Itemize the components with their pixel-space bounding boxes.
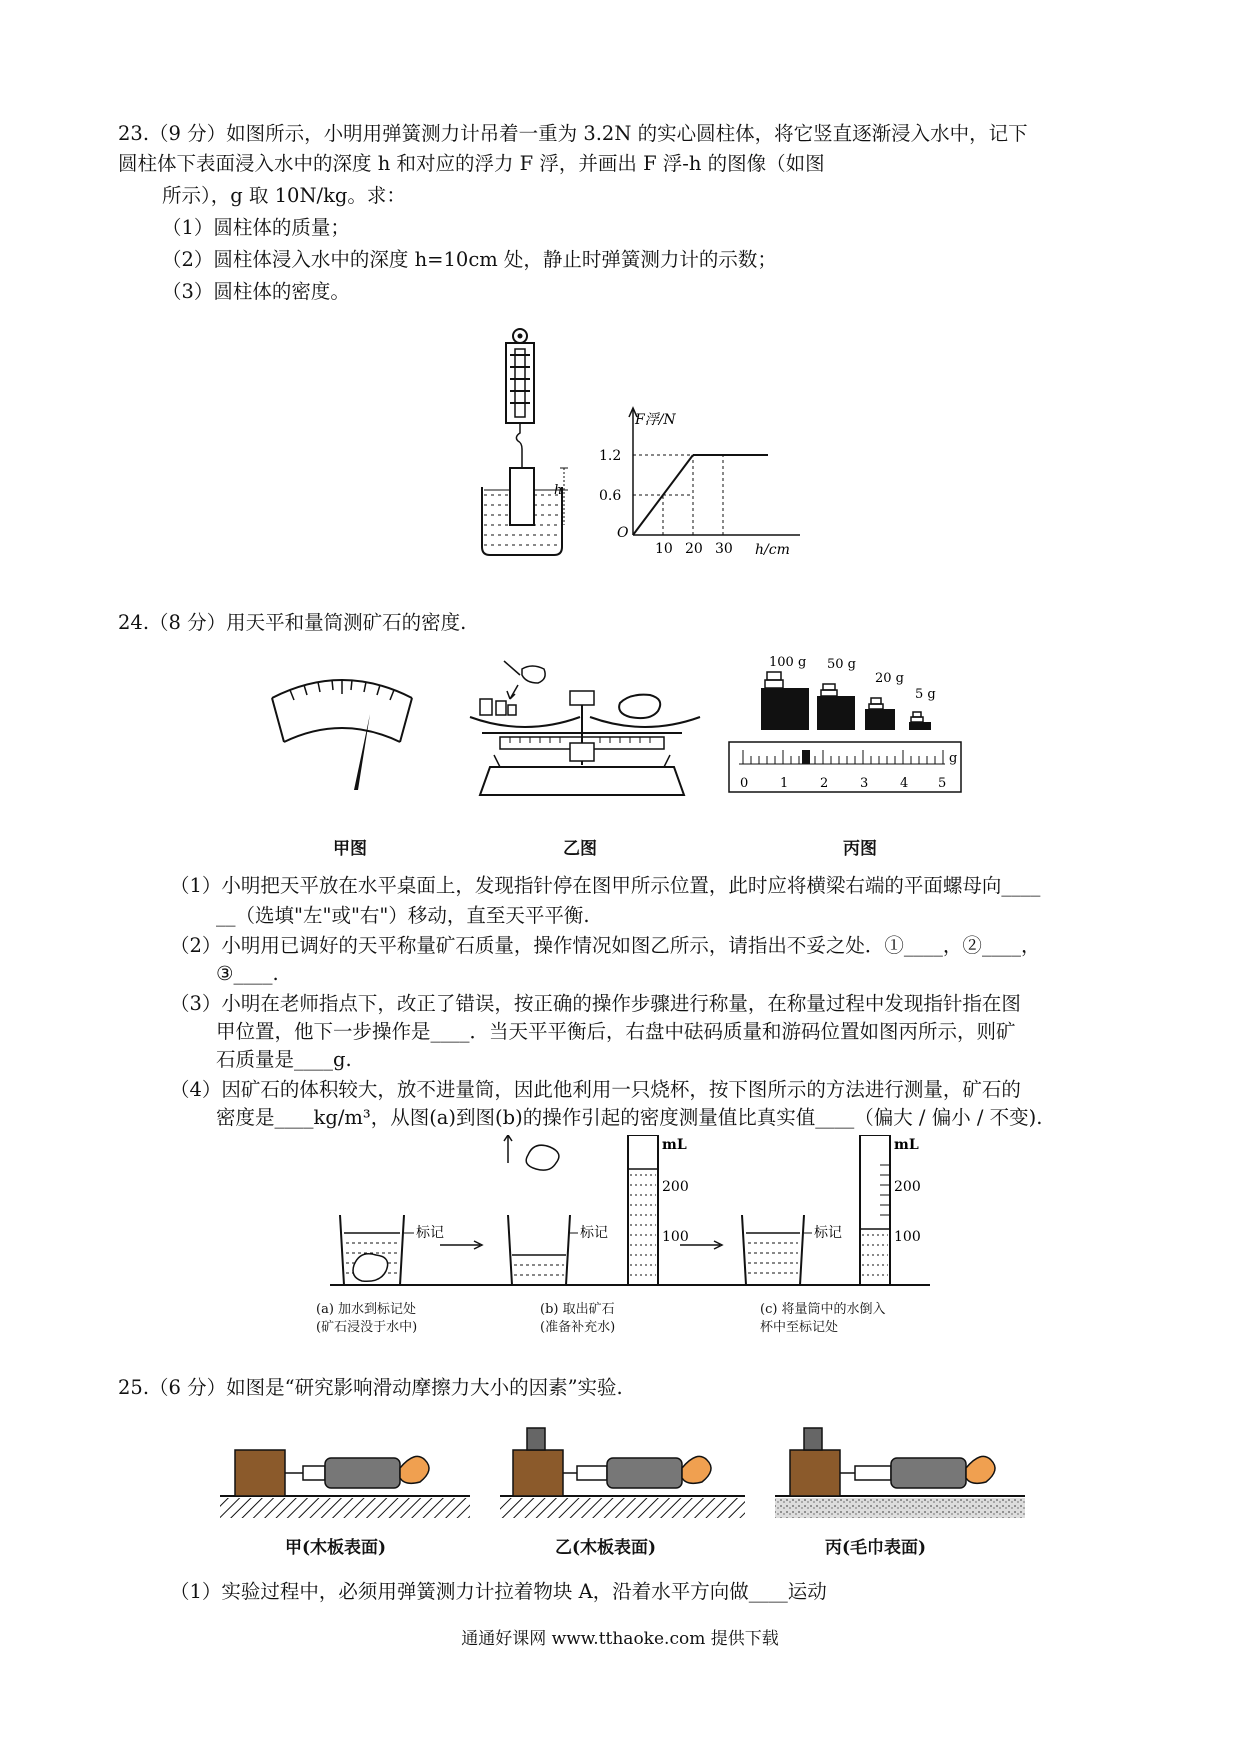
q24-p2e: .: [272, 962, 279, 985]
balance-figure: [460, 655, 705, 805]
fig-caption-yi: 乙图: [563, 839, 597, 859]
q25-p1b: 运动: [787, 1580, 827, 1603]
rider-tick-5: 5: [938, 776, 947, 791]
blank-1: ____: [1001, 874, 1041, 897]
blank-4: ____: [233, 962, 273, 985]
rider-tick-4: 4: [900, 776, 909, 791]
tick-200-c: 200: [894, 1179, 921, 1195]
weight-100g-label: 100 g: [769, 655, 807, 670]
origin-label: O: [617, 525, 629, 541]
graph-ylabel: F浮/N: [635, 412, 676, 428]
mark-label-b: 标记: [580, 1225, 608, 1241]
spring-scale-beaker-figure: [470, 325, 570, 560]
blank-3: ____: [981, 934, 1021, 957]
page-footer: 通通好课网 www.tthaoke.com 提供下载: [461, 1629, 779, 1649]
fig-caption-25-yi: 乙(木板表面): [555, 1538, 657, 1558]
q24-p2d: ③: [216, 962, 234, 985]
weights-figure: [725, 650, 975, 805]
caption-a2: (矿石浸没于水中): [316, 1320, 418, 1335]
q24-p4d: （偏大 / 偏小 / 不变).: [854, 1106, 1043, 1129]
blank-8: ____: [815, 1106, 855, 1129]
q24-p3d: 石质量是: [216, 1048, 295, 1071]
q23-sub2: （2）圆柱体浸入水中的深度 h=10cm 处，静止时弹簧测力计的示数；: [162, 248, 777, 271]
q24-p2b: ，②: [942, 934, 982, 957]
caption-b1: (b) 取出矿石: [540, 1302, 615, 1317]
q25-p1a: （1）实验过程中，必须用弹簧测力计拉着物块 A，沿着水平方向做: [170, 1580, 749, 1603]
q25-title: 25.（6 分）如图是“研究影响滑动摩擦力大小的因素”实验.: [118, 1376, 623, 1399]
q24-p1a: （1）小明把天平放在水平桌面上，发现指针停在图甲所示位置，此时应将横梁右端的平面螺母向: [170, 874, 1002, 897]
fig-caption-25-jia: 甲(木板表面): [285, 1538, 387, 1558]
q23-sub3: （3）圆柱体的密度。: [162, 280, 350, 303]
unit-ml-c: mL: [894, 1137, 919, 1153]
q24-p4b: 密度是: [216, 1106, 275, 1129]
q23-sub1: （1）圆柱体的质量；: [162, 216, 350, 239]
caption-b2: (准备补充水): [540, 1320, 616, 1335]
blank-9: ____: [748, 1580, 788, 1603]
rider-unit: g: [949, 751, 958, 766]
fig-caption-bing: 丙图: [843, 839, 877, 859]
weight-50g-label: 50 g: [827, 657, 856, 672]
blank-2: ____: [903, 934, 943, 957]
tick-100-b: 100: [662, 1229, 689, 1245]
graph-ytick-0: 1.2: [599, 448, 622, 464]
blank-6: ____: [294, 1048, 334, 1071]
caption-c1: (c) 将量筒中的水倒入: [760, 1302, 886, 1317]
q24-p3a: （3）小明在老师指点下，改正了错误，按正确的操作步骤进行称量，在称量过程中发现指针指在图: [170, 992, 1021, 1015]
q24-title: 24.（8 分）用天平和量筒测矿石的密度.: [118, 611, 467, 634]
rider-tick-0: 0: [740, 776, 749, 791]
mark-label-a: 标记: [416, 1225, 444, 1241]
tick-100-c: 100: [894, 1229, 921, 1245]
q24-p3c: ．当天平平衡后，右盘中砝码质量和游码位置如图丙所示，则矿: [469, 1020, 1016, 1043]
graph-xtick-1: 20: [685, 541, 703, 557]
blank-7: ____: [274, 1106, 314, 1129]
q23-line1: 23.（9 分）如图所示，小明用弹簧测力计吊着一重为 3.2N 的实心圆柱体，将它竖直逐渐浸入水中，记下: [118, 122, 1028, 145]
rider-tick-1: 1: [780, 776, 789, 791]
rider-tick-3: 3: [860, 776, 869, 791]
fig-caption-25-bing: 丙(毛巾表面): [825, 1538, 927, 1558]
blank-1-cont: __: [216, 904, 236, 927]
density-procedure-figure: [330, 1135, 940, 1300]
depth-label: h: [554, 483, 563, 498]
q24-p4c: kg/m³，从图(a)到图(b)的操作引起的密度测量值比真实值: [313, 1106, 816, 1129]
weight-5g-label: 5 g: [915, 687, 936, 702]
q24-p2c: ，: [1020, 934, 1041, 957]
q24-p2a: （2）小明用已调好的天平称量矿石质量，操作情况如图乙所示，请指出不妥之处．①: [170, 934, 904, 957]
buoyancy-depth-graph: [595, 405, 815, 565]
caption-a1: (a) 加水到标记处: [316, 1302, 417, 1317]
friction-experiment-figure: [215, 1420, 1035, 1525]
graph-ytick-1: 0.6: [599, 488, 622, 504]
rider-tick-2: 2: [820, 776, 829, 791]
tick-200-b: 200: [662, 1179, 689, 1195]
fig-caption-jia: 甲图: [333, 839, 367, 859]
graph-xtick-2: 30: [715, 541, 733, 557]
caption-c2: 杯中至标记处: [760, 1320, 839, 1335]
unit-ml-b: mL: [662, 1137, 687, 1153]
blank-5: ____: [430, 1020, 470, 1043]
weight-20g-label: 20 g: [875, 671, 904, 686]
q23-line2: 圆柱体下表面浸入水中的深度 h 和对应的浮力 F 浮，并画出 F 浮-h 的图像（如图: [118, 152, 825, 175]
q24-p1b: （选填"左"或"右"）移动，直至天平平衡.: [235, 904, 590, 927]
q24-p3b: 甲位置，他下一步操作是: [216, 1020, 431, 1043]
graph-xlabel: h/cm: [755, 542, 790, 558]
pointer-scale-figure: [270, 670, 425, 795]
mark-label-c: 标记: [814, 1225, 842, 1241]
q23-line3: 所示），g 取 10N/kg。求：: [162, 184, 406, 207]
graph-xtick-0: 10: [655, 541, 673, 557]
q24-p4a: （4）因矿石的体积较大，放不进量筒，因此他利用一只烧杯，按下图所示的方法进行测量，矿石的: [170, 1078, 1021, 1101]
q24-p3e: g.: [333, 1048, 352, 1071]
